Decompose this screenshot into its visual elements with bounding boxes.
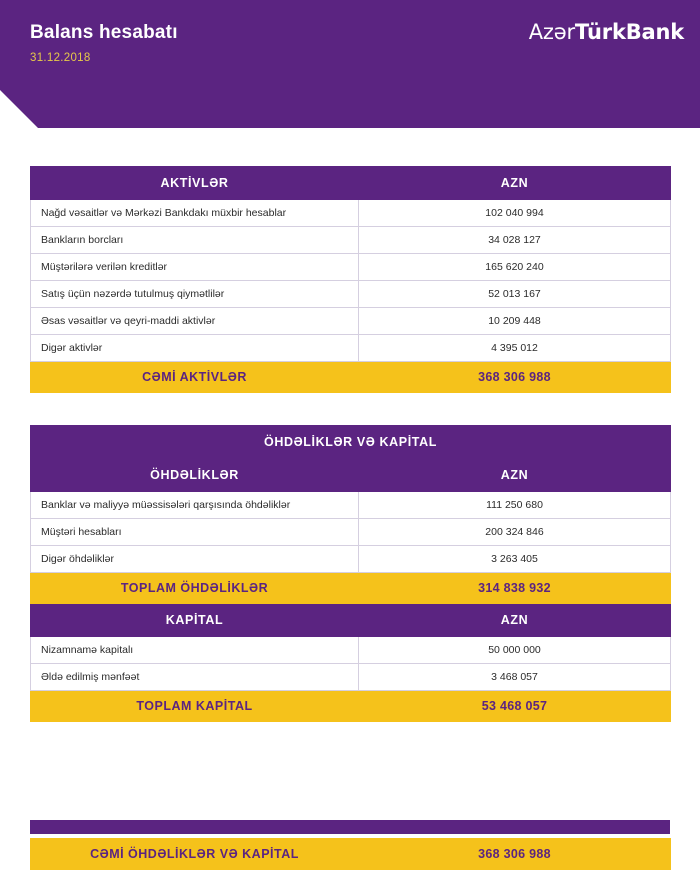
liabilities-total-value: 314 838 932: [359, 573, 671, 604]
row-value: 10 209 448: [359, 308, 671, 335]
assets-total-row: [31, 362, 671, 393]
brand-name: TürkBank: [574, 20, 684, 44]
report-body: [0, 128, 700, 722]
row-label: Nağd vəsaitlər və Mərkəzi Bankdakı müxbir hesablar: [31, 200, 359, 227]
grand-total-table: [30, 838, 671, 870]
table-row: [31, 254, 671, 281]
liabilities-capital-banner: ÖHDƏLİKLƏR VƏ KAPİTAL: [31, 426, 671, 459]
grand-total-block: [30, 838, 670, 870]
assets-total-value: 368 306 988: [359, 362, 671, 393]
capital-column-header-label: KAPİTAL: [31, 604, 359, 637]
table-row: [31, 637, 671, 664]
liabilities-capital-banner-row: [31, 426, 671, 459]
capital-total-label: TOPLAM KAPİTAL: [31, 691, 359, 722]
assets-column-header-currency: AZN: [359, 167, 671, 200]
table-row: [31, 519, 671, 546]
row-value: 3 263 405: [359, 546, 671, 573]
row-label: Müştərilərə verilən kreditlər: [31, 254, 359, 281]
grand-total-value: 368 306 988: [359, 839, 671, 870]
row-value: 111 250 680: [359, 492, 671, 519]
row-value: 200 324 846: [359, 519, 671, 546]
table-row: [31, 546, 671, 573]
grand-total-row: [31, 839, 671, 870]
row-label: Satış üçün nəzərdə tutulmuş qiymətlilər: [31, 281, 359, 308]
assets-table: [30, 166, 671, 393]
table-row: [31, 335, 671, 362]
table-row: [31, 308, 671, 335]
capital-column-header-currency: AZN: [359, 604, 671, 637]
row-value: 52 013 167: [359, 281, 671, 308]
row-label: Nizamnamə kapitalı: [31, 637, 359, 664]
brand-prefix: Azər: [528, 20, 575, 44]
row-label: Bankların borcları: [31, 227, 359, 254]
row-label: Müştəri hesabları: [31, 519, 359, 546]
row-label: Digər öhdəliklər: [31, 546, 359, 573]
row-value: 50 000 000: [359, 637, 671, 664]
capital-total-value: 53 468 057: [359, 691, 671, 722]
liabilities-capital-table: [30, 425, 671, 722]
table-row: [31, 492, 671, 519]
liabilities-header-row: [31, 459, 671, 492]
report-header: [0, 0, 700, 128]
row-label: Əsas vəsaitlər və qeyri-maddi aktivlər: [31, 308, 359, 335]
spacer-between-tables: [30, 393, 670, 425]
assets-total-label: CƏMİ AKTİVLƏR: [31, 362, 359, 393]
liabilities-column-header-label: ÖHDƏLİKLƏR: [31, 459, 359, 492]
row-value: 102 040 994: [359, 200, 671, 227]
grand-total-top-bar: [30, 820, 670, 834]
spacer-top: [30, 128, 670, 166]
report-date: 31.12.2018: [30, 52, 91, 64]
liabilities-column-header-currency: AZN: [359, 459, 671, 492]
row-value: 165 620 240: [359, 254, 671, 281]
assets-column-header-label: AKTİVLƏR: [31, 167, 359, 200]
table-row: [31, 281, 671, 308]
capital-total-row: [31, 691, 671, 722]
assets-table-header-row: [31, 167, 671, 200]
capital-header-row: [31, 604, 671, 637]
page-title: Balans hesabatı: [30, 22, 178, 43]
row-label: Digər aktivlər: [31, 335, 359, 362]
row-value: 3 468 057: [359, 664, 671, 691]
liabilities-total-row: [31, 573, 671, 604]
row-label: Banklar və maliyyə müəssisələri qarşısında öhdəliklər: [31, 492, 359, 519]
row-label: Əldə edilmiş mənfəət: [31, 664, 359, 691]
grand-total-label: CƏMİ ÖHDƏLİKLƏR VƏ KAPİTAL: [31, 839, 359, 870]
table-row: [31, 227, 671, 254]
row-value: 34 028 127: [359, 227, 671, 254]
header-corner-notch: [0, 90, 38, 128]
table-row: [31, 664, 671, 691]
row-value: 4 395 012: [359, 335, 671, 362]
table-row: [31, 200, 671, 227]
bank-logo: [529, 20, 684, 44]
liabilities-total-label: TOPLAM ÖHDƏLİKLƏR: [31, 573, 359, 604]
